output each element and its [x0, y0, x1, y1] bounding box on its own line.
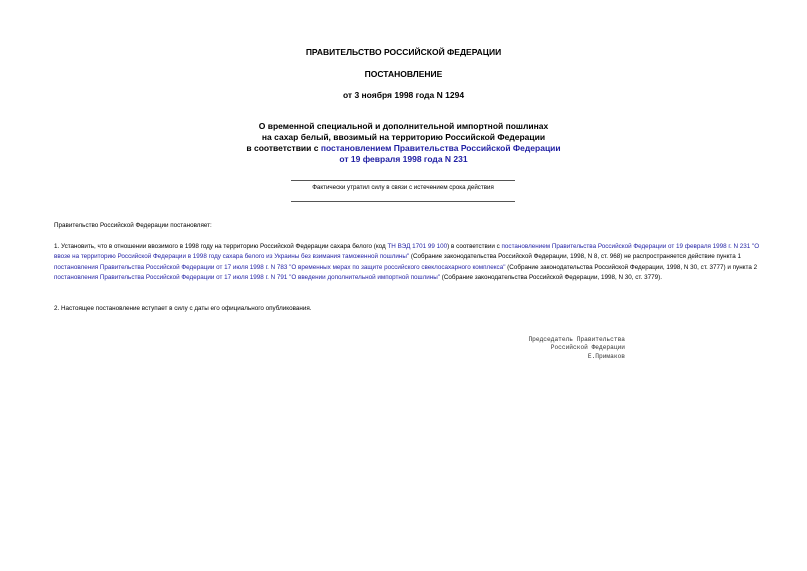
p1-text-4: (Собрание законодательства Российской Федерации, 1998, N 30, ст. 3777) и пункта 2	[505, 263, 758, 271]
paragraph-1	[54, 242, 768, 284]
title-link-resolution-231[interactable]: постановлением Правительства Российской Федерации	[320, 143, 561, 153]
p1-text-1: 1. Установить, что в отношении ввозимого в 1998 году на территорию Российской Федерации сахара белого (код	[54, 243, 388, 250]
title-line-2: на сахар белый, ввозимый на территорию Российской Федерации	[261, 132, 546, 142]
intro-paragraph: Правительство Российской Федерации постановляет:	[54, 222, 212, 229]
document-type-heading: ПОСТАНОВЛЕНИЕ	[364, 69, 443, 79]
title-line-1: О временной специальной и дополнительной импортной пошлинах	[258, 121, 549, 131]
signature-block	[480, 336, 625, 361]
government-heading: ПРАВИТЕЛЬСТВО РОССИЙСКОЙ ФЕДЕРАЦИИ	[305, 47, 502, 57]
paragraph-2: 2. Настоящее постановление вступает в силу с даты его официального опубликования.	[54, 305, 312, 312]
status-note: Фактически утратил силу в связи с истечением срока действия	[312, 184, 494, 191]
link-resolution-791[interactable]: постановления Правительства Российской Федерации от 17 июля 1998 г. N 791 "О введении дополнительной импортной пошлины"	[54, 274, 441, 282]
date-number-heading: от 3 ноября 1998 года N 1294	[342, 90, 465, 100]
title-line-3-text: в соответствии с	[246, 143, 321, 153]
p1-text-3: (Собрание законодательства Российской Федерации, 1998, N 8, ст. 968) не распространяется действие пункта 1	[409, 253, 741, 261]
signature-title: Председатель Правительства	[528, 336, 625, 343]
signature-org: Российской Федерации	[550, 344, 625, 352]
title-line-3	[0, 143, 807, 154]
link-resolution-783[interactable]: постановления Правительства Российской Федерации от 17 июля 1998 г. N 783 "О временных мерах по защите российского свеклосахарного комплекса"	[54, 263, 506, 271]
link-tnved-code[interactable]: ТН ВЭД 1701 99 100	[387, 243, 448, 250]
note-top-divider	[291, 180, 515, 181]
title-link-date-231[interactable]: от 19 февраля 1998 года N 231	[339, 154, 468, 164]
title-line-4	[0, 154, 807, 165]
link-resolution-231[interactable]: постановлением Правительства Российской Федерации от 19 февраля 1998 г. N 231 "О ввозе на территорию Российской Федерации в 1998 году сахара белого из Украины без взимания таможенной пошлины"	[54, 243, 760, 261]
signature-name: Е.Примаков	[587, 352, 625, 360]
note-bottom-divider	[291, 201, 515, 202]
p1-text-2: ) в соответствии с	[447, 243, 502, 250]
p1-text-5: (Собрание законодательства Российской Федерации, 1998, N 30, ст. 3779).	[440, 274, 662, 282]
